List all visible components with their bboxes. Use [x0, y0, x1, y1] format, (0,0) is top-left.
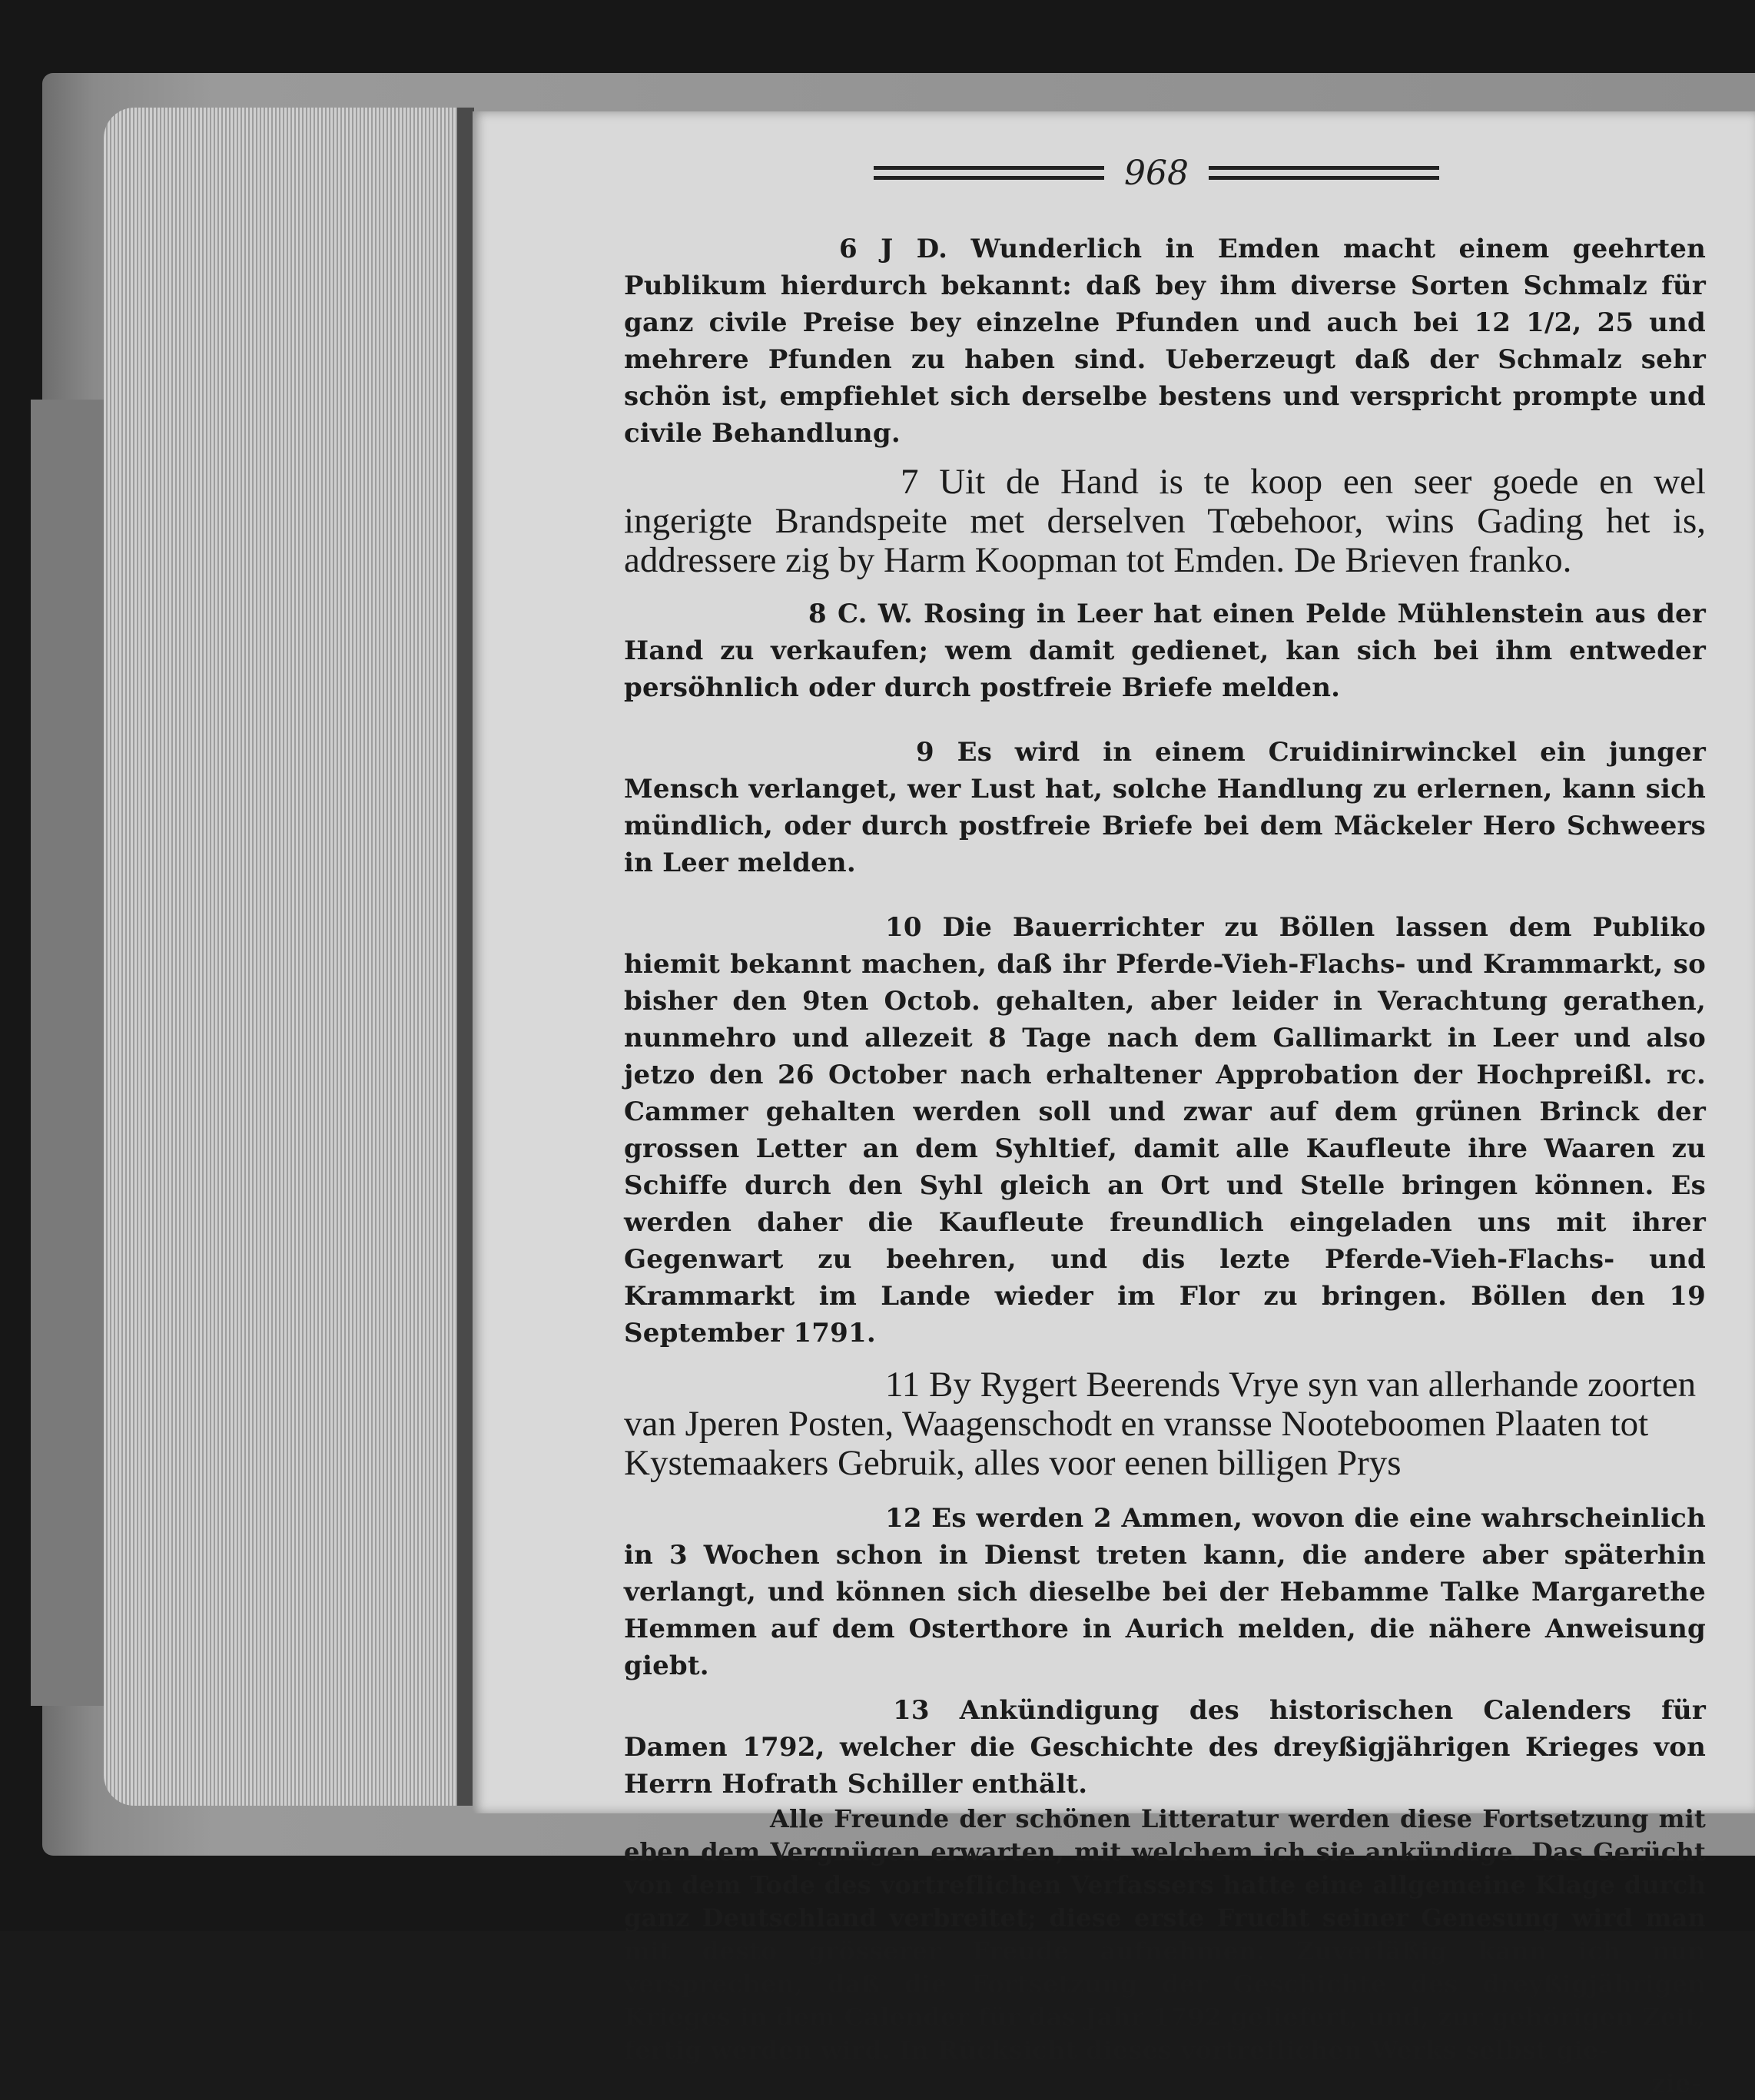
entry-13-paragraph: Alle Freunde der schönen Litteratur werden diese Fortsetzung mit eben dem Vergnügen erwarten, mit welchem ich sie ankündige. Das Gerücht von dem Tode des vortreflichen Verfassers hatte eine allgemeine Klage durch ganz Deutschland verbreitet; diese erste Frucht seiner Genesung wird man mit desto grösserer Freude aufnehmen. Zuverläßig kann ich nun versprechen, daß die Fortsetzung der Geschichte des dreyßigjährigen Krieges in dem Calender für das Jahr 1792 geliefert, und, zur gehörigen Zeit, fertig werden wird. In Rücksicht dieses vortreflichen Werks selbst gie-	[624, 1804, 1706, 2065]
page-content	[624, 231, 1706, 2100]
cover-edge	[31, 400, 115, 1706]
book-gutter	[457, 108, 474, 1806]
entry-11	[624, 1365, 1706, 1483]
entry-text: Uit de Hand is te koop een seer goede en wel ingerigte Brandspeite met derselven Tœbehoor, wins Gading het is, addressere zig by Harm Koopman tot Emden. De Brieven franko.	[624, 462, 1706, 580]
entry-text: J D. Wunderlich in Emden macht einem geehrten Publikum hierdurch bekannt: daß bey ihm diverse Sorten Schmalz für ganz civile Preise bey einzelne Pfunden und auch bei 12 1/2, 25 und mehrere Pfunden zu haben sind. Ueberzeugt daß der Schmalz sehr schön ist, empfiehlet sich derselbe bestens und verspricht prompte und civile Behandlung.	[624, 234, 1706, 449]
entry-12	[624, 1500, 1706, 1684]
entry-text: C. W. Rosing in Leer hat einen Pelde Mühlenstein aus der Hand zu verkaufen; wem damit gedienet, kan sich bei ihm entweder persöhnlich oder durch postfreie Briefe melden.	[624, 599, 1706, 703]
header-rule-right	[1209, 166, 1439, 180]
entry-number: 6	[839, 234, 858, 264]
entry-9	[624, 734, 1706, 881]
entry-text: By Rygert Beerends Vrye syn van allerhande zoorten van Jperen Posten, Waagenschodt en vransse Nooteboomen Plaaten tot Kystemaakers Gebruik, alles voor eenen billigen Prys	[624, 1365, 1697, 1483]
entry-text: Die Bauerrichter zu Böllen lassen dem Publiko hiemit bekannt machen, daß ihr Pferde-Vieh-Flachs- und Krammarkt, so bisher den 9ten Octob. gehalten, aber leider in Verachtung gerathen, nunmehro und allezeit 8 Tage nach dem Gallimarkt in Leer und also jetzo den 26 October nach erhaltener Approbation der Hochpreißl. rc. Cammer gehalten werden soll und zwar auf dem grünen Brinck der grossen Letter an dem Syhltief, damit alle Kaufleute ihre Waaren zu Schiffe durch den Syhl gleich an Ort und Stelle bringen können. Es werden daher die Kaufleute freundlich eingeladen uns mit ihrer Gegenwart zu beehren, und dis lezte Pferde-Vieh-Flachs- und Krammarkt im Lande wieder im Flor zu bringen. Böllen den 19 September 1791.	[624, 912, 1706, 1349]
entry-8	[624, 595, 1706, 706]
page-edges	[104, 108, 457, 1806]
catchword: zie-	[1651, 2068, 1701, 2098]
entry-text: Es werden 2 Ammen, wovon die eine wahrscheinlich in 3 Wochen schon in Dienst treten kann, die andere aber späterhin verlangt, und können sich dieselbe bei der Hebamme Talke Margarethe Hemmen auf dem Osterthore in Aurich melden, die nähere Anweisung giebt.	[624, 1503, 1706, 1681]
entry-number: 10	[885, 912, 922, 943]
entry-number: 11	[885, 1365, 921, 1405]
entry-number: 12	[885, 1503, 922, 1534]
entry-7	[624, 463, 1706, 580]
entry-number: 9	[916, 737, 934, 768]
entry-number: 7	[901, 462, 919, 502]
entry-heading: Ankündigung des historischen Calenders für Damen 1792, welcher die Geschichte des dreyßigjährigen Krieges von Herrn Hofrath Schiller enthält.	[624, 1695, 1706, 1800]
entry-6	[624, 231, 1706, 452]
page-header	[868, 150, 1445, 196]
entry-text: Es wird in einem Cruidinirwinckel ein junger Mensch verlanget, wer Lust hat, solche Handlung zu erlernen, kann sich mündlich, oder durch postfreie Briefe bei dem Mäckeler Hero Schweers in Leer melden.	[624, 737, 1706, 878]
page-number: 968	[1124, 153, 1189, 193]
header-rule-left	[874, 166, 1104, 180]
entry-number: 8	[808, 599, 827, 629]
entry-10	[624, 909, 1706, 1352]
entry-number: 13	[893, 1695, 930, 1726]
entry-13	[624, 1692, 1706, 1803]
